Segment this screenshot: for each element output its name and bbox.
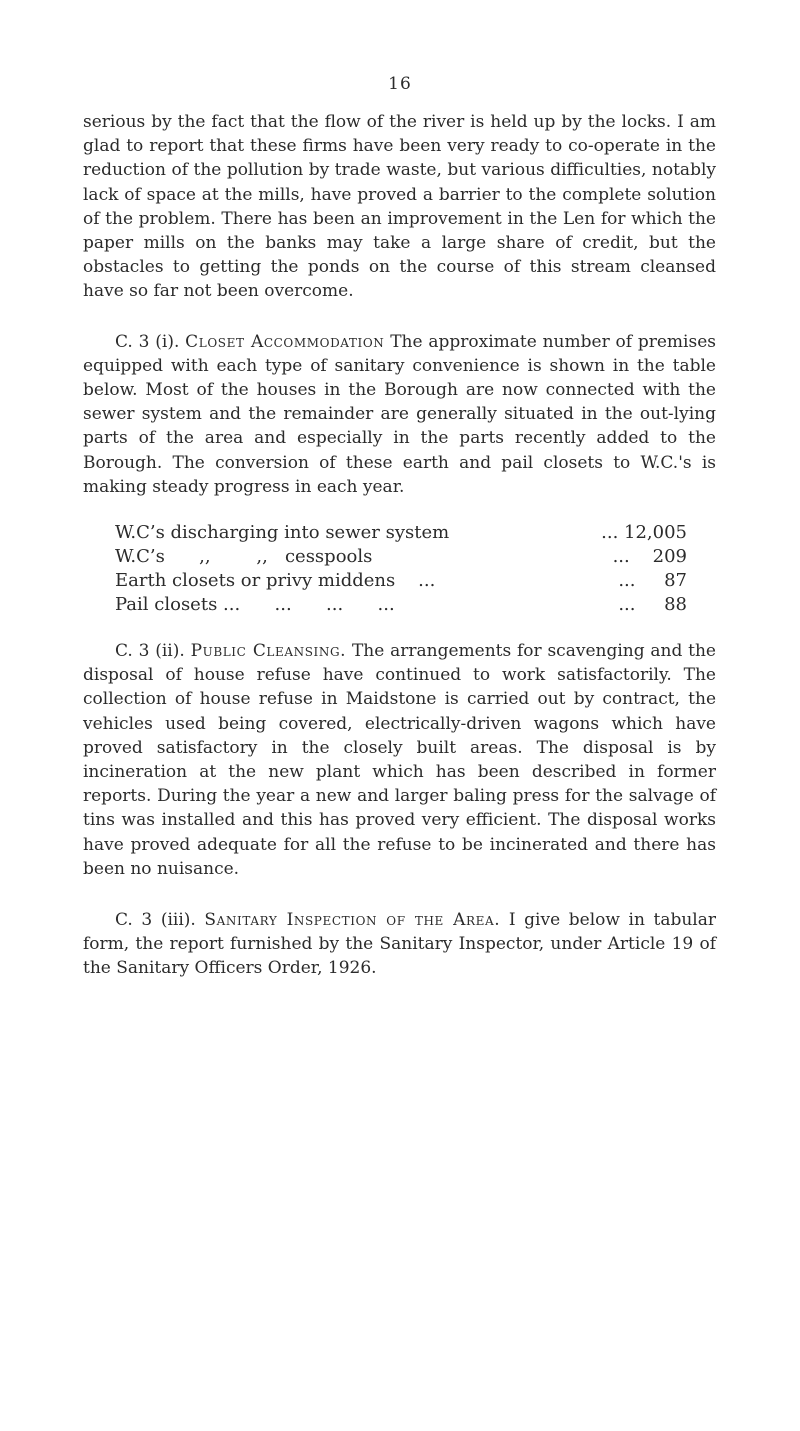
table-row — [115, 593, 687, 617]
section-ref: C. 3 (i). — [115, 331, 180, 352]
table-row-value: ... 88 — [618, 594, 687, 616]
table-row-value: ... 12,005 — [601, 522, 687, 544]
section-heading: Sanitary Inspection of the Area. — [204, 910, 501, 931]
page-content — [83, 110, 716, 981]
paragraph-river-pollution: serious by the fact that the flow of the river is held up by the locks. I am glad to report that these firms have been very ready to co-operate in the reduction of the pollution by trade waste, but various difficulties, notably lack of space at the mills, have proved a barrier to the complete solution of the problem. There has been an improvement in the Len for which the paper mills on the banks may take a large share of credit, but the obstacles to getting the ponds on the course of this stream cleansed have so far not been overcome. — [83, 112, 716, 302]
table-row — [115, 521, 687, 545]
table-row-value: ... 209 — [612, 546, 687, 568]
paragraph-sanitary-inspection — [83, 908, 716, 981]
table-row-value: ... 87 — [618, 570, 687, 592]
paragraph-public-cleansing — [83, 639, 716, 881]
section-heading: Closet Accommodation — [185, 331, 385, 352]
table-row — [115, 569, 687, 593]
section-body: I give below in tabular form, the report furnished by the Sanitary Inspector, under Article 19 of the Sanitary Officers Order, 1926. — [83, 910, 717, 979]
table-row — [115, 545, 687, 569]
page-number: 16 — [388, 74, 412, 94]
closet-table — [115, 521, 687, 617]
section-heading: Public Cleansing. — [190, 641, 347, 662]
section-ref: C. 3 (ii). — [115, 641, 185, 662]
table-row-label: W.C’s ,, ,, cesspools — [115, 546, 373, 568]
section-body: The arrangements for scavenging and the disposal of house refuse have continued to work satisfactorily. The collection of house refuse in Maidstone is carried out by contract, the vehicles used being covered, electrically-driven wagons which have proved satisfactory in the closely built areas. The disposal is by incineration at the new plant which has been described in former reports. During the year a new and larger baling press for the salvage of tins was installed and this has proved very efficient. The disposal works have proved adequate for all the refuse to be incinerated and there has been no nuisance. — [83, 641, 716, 879]
table-row-label: W.C’s discharging into sewer system — [115, 522, 450, 544]
table-row-label: Earth closets or privy middens ... — [115, 570, 436, 592]
section-body: The approximate number of premises equipped with each type of sanitary convenience is shown in the table below. Most of the houses in the Borough are now connected with the sewer system and the remainder are generally situated in the out-lying parts of the area and especially in the parts recently added to the Borough. The conversion of these earth and pail closets to W.C.'s is making steady progress in each year. — [83, 331, 716, 497]
section-ref: C. 3 (iii). — [115, 910, 196, 931]
paragraph-closet-accommodation — [83, 330, 716, 499]
table-row-label: Pail closets ... ... ... ... — [115, 594, 395, 616]
